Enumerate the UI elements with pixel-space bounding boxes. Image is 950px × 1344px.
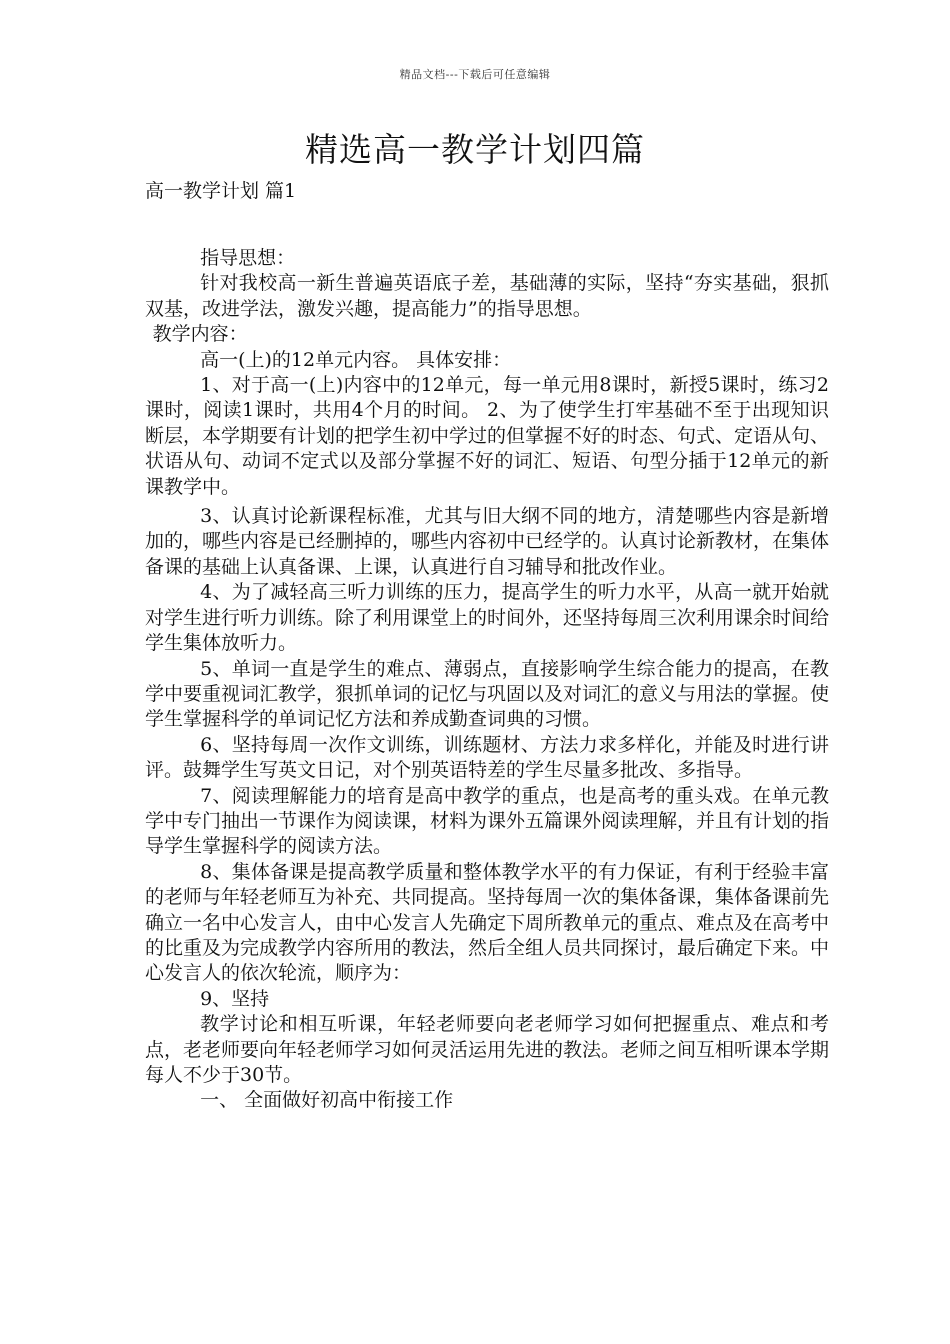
header-note: 精品文档---下载后可任意编辑 — [399, 68, 551, 81]
paragraph-item-9-detail: 教学讨论和相互听课，年轻老师要向老老师学习如何把握重点、难点和考点，老老师要向年轻老师学习如何灵活运用先进的教法。老师之间互相听课本学期每人不少于30节。 — [145, 1013, 830, 1086]
paragraph-content-label: 教学内容： — [152, 323, 248, 346]
paragraph-item-4: 4、为了减轻高三听力训练的压力，提高学生的听力水平，从高一就开始就对学生进行听力训练。除了利用课堂上的时间外，还坚持每周三次利用课余时间给学生集体放听力。 — [145, 581, 830, 655]
paragraph-item-6: 6、坚持每周一次作文训练，训练题材、方法力求多样化，并能及时进行讲评。鼓舞学生写英文日记，对个别英语特差的学生尽量多批改、多指导。 — [145, 733, 829, 782]
paragraph-item-7: 7、阅读理解能力的培育是高中教学的重点，也是高考的重头戏。在单元教学中专门抽出一节课作为阅读课，材料为课外五篇课外阅读理解，并且有计划的指导学生掌握科学的阅读方法。 — [145, 784, 830, 858]
paragraph-guiding-idea: 针对我校高一新生普遍英语底子差，基础薄的实际，坚持“夯实基础，狠抓双基，改进学法，激发兴趣，提高能力”的指导思想。 — [145, 272, 829, 320]
paragraph-item-8: 8、集体备课是提高教学质量和整体教学水平的有力保证，有利于经验丰富的老师与年轻老师互为补充、共同提高。坚持每周一次的集体备课，集体备课前先确立一名中心发言人，由中心发言人先确定下周所教单元的重点、难点及在高考中的比重及为完成教学内容所用的教法，然后全组人员共同探讨，最后确定下来。中心发言人的依次轮流，顺序为： — [145, 860, 830, 985]
paragraph-item-1-2: 1、对于高一(上)内容中的12单元，每一单元用8课时，新授5课时，练习2课时，阅读1课时，共用4个月的时间。 2、为了使学生打牢基础不至于出现知识断层，本学期要有计划的把学生初中学过的但掌握不好的时态、句式、定语从句、状语从句、动词不定式以及部分掌握不好的词汇、短语、句型分插于12单元的新课教学中。 — [145, 374, 830, 498]
paragraph-content: 高一(上)的12单元内容。 具体安排： — [200, 348, 512, 371]
paragraph-item-3: 3、认真讨论新课程标准，尤其与旧大纲不同的地方，清楚哪些内容是新增加的，哪些内容是已经删掉的，哪些内容初中已经学的。认真讨论新教材，在集体备课的基础上认真备课、上课，认真进行自习辅导和批改作业。 — [145, 505, 830, 578]
document-body — [145, 246, 829, 1114]
paragraph-item-9: 9、坚持 — [200, 987, 270, 1010]
paragraph-section-one: 一、 全面做好初高中衔接工作 — [200, 1089, 454, 1112]
document-title: 精选高一教学计划四篇 — [305, 130, 645, 169]
paragraph-item-5: 5、单词一直是学生的难点、薄弱点，直接影响学生综合能力的提高，在教学中要重视词汇教学，狠抓单词的记忆与巩固以及对词汇的意义与用法的掌握。使学生掌握科学的单词记忆方法和养成勤查词典的习惯。 — [145, 657, 830, 731]
paragraph-guiding-idea-label: 指导思想： — [200, 247, 296, 269]
section-heading: 高一教学计划 篇1 — [145, 180, 297, 202]
